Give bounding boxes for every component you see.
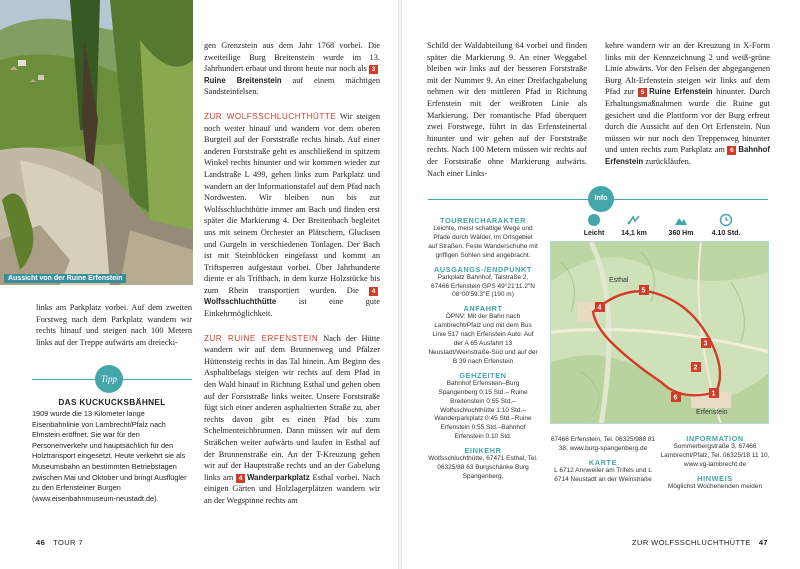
section-heading: ZUR WOLFSSCHLUCHTHÜTTE — [204, 111, 337, 121]
elevation-stat: 360 Hm — [661, 213, 701, 237]
map-stop-6: 6 — [673, 394, 678, 402]
waypoint-marker: 5 — [638, 88, 647, 97]
info-text: Möglichst Wochenenden meiden — [667, 482, 763, 490]
waypoint-name: Ruine Breitenstein — [204, 75, 282, 85]
difficulty-dot-icon — [587, 213, 601, 227]
info-heading: HINWEIS — [697, 473, 733, 483]
info-text: L 6712 Annweiler am Trifels und L 6714 Neustadt an der Weinstraße — [554, 466, 652, 483]
info-text: Parkplatz Bahnhof, Talstraße 2, 67466 Erfenstein GPS 49°21'11.2"N 08°00'59.3"E (190 m) — [431, 273, 535, 299]
map-stop-4: 4 — [597, 304, 602, 312]
waypoint-name: Ruine Erfenstein — [649, 87, 713, 97]
info-heading: INFORMATION — [686, 434, 744, 443]
info-text: Bahnhof Erfenstein–Burg Spangenberg 0:15 Std.– Ruine Breitenstein 0:55 Std.– Wolfsschluchthütte 1:10 Std.– Wanderparkplatz 0:45 Std.–Ruine Erfenstein 0:55 Std.–Bahnhof Erfenstein 0:10 Std. — [434, 379, 532, 441]
right-footer — [608, 538, 768, 547]
info-heading: AUSGANGS-/ENDPUNKT — [434, 264, 532, 274]
info-heading: GEHZEITEN — [459, 370, 507, 380]
info-contact: 67466 Erfenstein, Tel. 06325/988 81 38, www.burg-spangenberg.de — [550, 436, 656, 452]
info-heading: EINKEHR — [464, 446, 502, 456]
map-stop-2: 2 — [693, 364, 698, 372]
waypoint-marker: 4 — [369, 287, 378, 296]
book-gutter — [398, 0, 402, 569]
map-stop-1: 1 — [711, 390, 716, 398]
tour-stats — [574, 213, 764, 243]
distance-stat: 14,1 km — [614, 213, 654, 237]
footer-title: ZUR WOLFSSCHLUCHTHÜTTE — [632, 538, 751, 547]
waypoint-name: Wolfsschluchthütte — [204, 297, 277, 307]
right-column-1-text: Schild der Waldabteilung 64 vorbei und finden später die Markierung 9. An einer Weggabel bleiben wir links auf der besseren Forststraße mit der Nummer 9. An einer Dreifachgabelung nehmen wir den mittleren Pfad in Richtung Erfenstein mit der weißroten Linie als Markierung. Der romantische Pfad überquert zwei Forstwege, führt in das Erfensteinertal hinunter und wir gehen auf der Forststraße rechts. Nach 100 Metern müssen wir rechts auf der Forststraße ohne Markierung aufwärts. Nach einer Links- — [427, 41, 587, 178]
info-text: ÖPNV: Mit der Bahn nach Lambrecht/Pfalz und mit dem Bus Linie 517 nach Erfenstein Auto: Auf der A 65 Ausfahrt 13 Neustadt/Weinstraße-Süd und auf der B 39 nach Erfenstein — [428, 313, 538, 365]
info-middle-column — [548, 436, 658, 485]
info-heading: ANFAHRT — [463, 304, 503, 314]
elevation-icon — [674, 213, 688, 227]
landscape-photo — [0, 0, 193, 285]
waypoint-marker: 4 — [236, 474, 245, 483]
left-footer — [36, 538, 83, 547]
map-town-erfenstein: Erfenstein — [696, 409, 728, 416]
map-stop-3: 3 — [703, 340, 708, 348]
photo-caption: Aussicht von der Ruine Erfenstein — [4, 274, 126, 283]
tipp-title: DAS KUCKUCKSBÄHNEL — [58, 397, 166, 407]
left-column-2-text: gen Grenzstein aus dem Jahr 1768 vorbei. Die zweiteilige Burg Breitenstein wurde im 13. Jahrhundert erbaut und thront heute nur noch als 3Ruine Breitenstein auf einem mächtigen Sandsteinfelsen. ZUR WOLFSSCHLUCHTHÜTTE Wir steigen noch weiter hinauf und wandern vor dem oberen Burgteil auf der Forststraße rechts hinab. Auf einer anderen Forststraße geht es anschließend in spitzem Winkel rechts hinunter und wir kommen wieder zur Landstraße L 499, gehen links zum Parkplatz und wandern an der Informationstafel auf dem Pfad nach Nordwesten. Wir bleiben nun bis zur Wolfsschluchthütte immer am Bach und finden erst später die Markierung 4. Der Breitenbach begleitet uns mit seinem Orchester an Plätschern, Glucksen und Gurgeln in verschiedenen Tonlagen. Der Bach ist mit Steinblöcken eingefasst und kommt an Triftsperren aufgestaut vorbei. Über Jahrhunderte diente er als Triftbach, in dem kurze Holzstücke bis zum Rhein transportiert wurden. Die 4Wolfsschluchthütte ist eine gute Einkehrmöglichkeit. ZUR RUINE ERFENSTEIN Nach der Hütte wandern wir auf dem Brunnenweg und Pfälzer Hüttensteig rechts in das Tal hinein. Am Beginn des Asphaltbelags steigen wir rechts auf dem Pfad in den Wald hinauf in Richtung Esthal und gehen oben auf der Forststraße links weiter. Unsere Forststraße fügt sich einer anderen asphaltierten Straße zu, aber rechts davon gibt es einen Pfad bis zum Schelmenteichbrunnen. Dann müssen wir auf dem Sträßchen weiter aufwärts und laufen in Esthal auf der Brunnenstraße ein. An der T-Kreuzung gehen wir auf der Hauptstraße rechts und an der Gabelung links am 4 Wanderparkplatz Esthal vorbei. Nach einigen Gärten und Holzlagerplätzen wandern wir an der Wegspinne rechts am — [204, 41, 381, 505]
tipp-badge: Tipp — [95, 365, 123, 393]
distance-icon — [627, 213, 641, 227]
section-heading: ZUR RUINE ERFENSTEIN — [204, 333, 319, 343]
right-column-2-text: kehre wandern wir an der Kreuzung in X-Form links mit der Kennzeichnung 2 und weiß-grüne Linie abwärts. Vor den Felsen der abgegangenen Burg Alt-Erfenstein steigen wir links auf dem Pfad zur 5 Ruine Erfenstein hinunter. Durch Erhaltungsmaßnahmen wurde die Ruine gut gesichert und die Plattform vor der Burg erfreut durch die Aussicht auf den Ort Erfenstein. Nun müssen wir nur noch den Treppenweg hinunter und unten rechts zum Parkplatz am 6 Bahnhof Erfenstein zurückläufen. — [605, 41, 770, 166]
map-stop-5: 5 — [641, 287, 646, 295]
info-badge: Info — [588, 186, 614, 212]
info-heading: TOURENCHARAKTER — [440, 216, 526, 225]
info-text: Sommerbergstraße 3, 67466 Lambrecht/Pfalz, Tel. 06325/18 11 10, www.vg-lambrecht.de — [660, 443, 770, 468]
info-text: Wolfsschluchthütte, 67471 Esthal, Tel. 06325/88 63 Burgschänke Burg Spangenberg, — [428, 455, 538, 480]
info-left-column — [428, 212, 538, 482]
difficulty-stat: Leicht — [574, 213, 614, 237]
page-number-right: 47 — [758, 538, 768, 547]
left-column-1-text: links am Parkplatz vorbei. Auf dem zweiten Forstweg nach dem Parkplatz wandern wir rechts hinauf und steigen nach 100 Metern links auf der Treppe aufwärts am dreiecki- — [36, 303, 192, 347]
waypoint-marker: 3 — [369, 65, 378, 74]
info-heading: KARTE — [588, 457, 618, 467]
info-right-column — [660, 430, 770, 492]
map-town-esthal: Esthal — [609, 277, 629, 284]
waypoint-name: Wanderparkplatz — [247, 472, 310, 482]
footer-tour: TOUR 7 — [53, 538, 83, 547]
waypoint-marker: 6 — [727, 146, 736, 155]
page-number-left: 46 — [36, 538, 46, 547]
clock-icon — [719, 213, 733, 227]
duration-stat: 4.10 Std. — [706, 213, 746, 237]
info-text: Leichte, meist schattige Wege und Pfade durch Wälder, im Ortsgebiet auf Straßen. Feste Wanderschuhe mit griffigen Sohlen sind angebracht. — [428, 225, 538, 259]
tipp-text: 1909 wurde die 13 Kilometer lange Eisenbahnlinie von Lambrecht/Pfalz nach Elmstein eröffnet. Sie war für den Personenverkehr und hauptsächlich für den Holztransport eingesetzt. Heute verkehrt sie als Museumsbahn an bestimmten Betriebstagen zwischen Mai und Oktober und bringt Ausflügler zu den Erfensteiner Burgen (www.eisenbahnmuseum-neustadt.de). — [32, 409, 187, 503]
route-map — [550, 241, 769, 424]
waypoint-name: Bahnhof Erfenstein — [605, 145, 770, 166]
